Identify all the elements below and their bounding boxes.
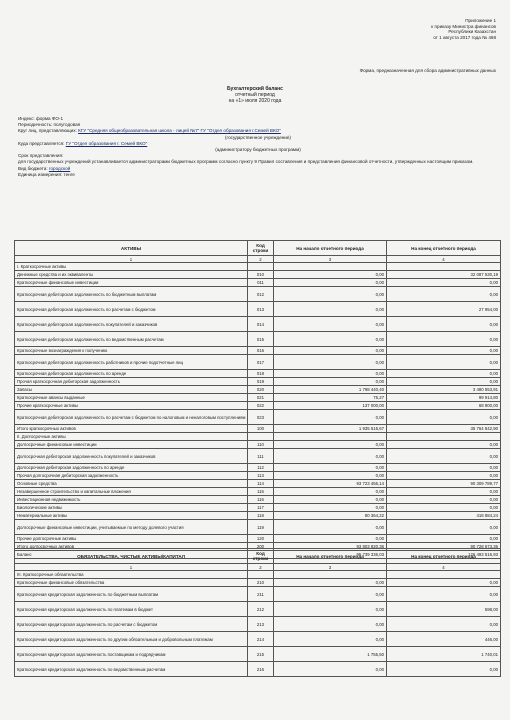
budget-label: Вид бюджета: <box>18 165 48 171</box>
appendix-line: от 1 августа 2017 года № 468 <box>433 34 496 40</box>
row-start-value: 0,00 <box>274 347 387 355</box>
table-row <box>15 347 501 355</box>
row-code: 016 <box>248 347 274 355</box>
row-start-value: 0,00 <box>274 472 387 480</box>
row-end-value: 0,00 <box>387 504 501 512</box>
row-code: 118 <box>248 512 274 520</box>
row-start-value: 0,00 <box>274 488 387 496</box>
row-label: Краткосрочная дебиторская задолженность по расчетам с бюджетом по налоговым и неналоговым поступлениям <box>15 410 248 425</box>
row-end-value: 0,00 <box>387 410 501 425</box>
row-end-value: 35 764 842,90 <box>387 425 501 433</box>
table-row <box>15 386 501 394</box>
row-code: 119 <box>248 520 274 535</box>
row-end-value: 0,00 <box>387 535 501 543</box>
row-label: Краткосрочная кредиторская задолженность по другим обязательным и добровольным платежам <box>15 632 248 647</box>
row-end-value: 3 480 553,91 <box>387 386 501 394</box>
row-code: 021 <box>248 394 274 402</box>
row-label: Итого долгосрочных активов <box>15 543 248 551</box>
row-end-value: 27 954,00 <box>387 302 501 317</box>
table-row <box>15 512 501 520</box>
periodicity-line: Периодичность: полугодовая <box>18 122 81 128</box>
row-start-value: 0,00 <box>274 535 387 543</box>
form-note: Форма, предназначенная для сбора административных данных <box>359 68 496 73</box>
row-label: Краткосрочная дебиторская задолженность по аренде <box>15 370 248 378</box>
column-header: На начало отчетного периода <box>274 241 387 256</box>
table-row <box>15 579 501 587</box>
row-end-value: 90 309 789,77 <box>387 480 501 488</box>
row-code: 014 <box>248 317 274 332</box>
row-code: 100 <box>248 425 274 433</box>
circle-value: КГУ "Средняя общеобразовательная школа - лицей №7" ГУ "Отдел образования г.Семей ВКО" <box>78 128 281 134</box>
table-row <box>15 571 501 579</box>
row-end-value: 32 087 530,19 <box>387 271 501 279</box>
row-code: 022 <box>248 402 274 410</box>
table-row <box>15 370 501 378</box>
row-code: 015 <box>248 332 274 347</box>
row-start-value: 0,00 <box>274 279 387 287</box>
row-label: Краткосрочная кредиторская задолженность по ведомственным расчетам <box>15 662 248 677</box>
deadline-label: Срок представления: <box>18 153 64 159</box>
row-code: 210 <box>248 579 274 587</box>
table-row <box>15 402 501 410</box>
table-row <box>15 449 501 464</box>
table-row <box>15 496 501 504</box>
table-row <box>15 410 501 425</box>
row-code: 214 <box>248 632 274 647</box>
row-start-value: 95 739 336,03 <box>274 551 387 559</box>
row-end-value: 446,00 <box>387 632 501 647</box>
column-header: Код строки <box>248 241 274 256</box>
row-start-value: 0,00 <box>274 378 387 386</box>
table-row <box>15 287 501 302</box>
row-label: Биологические активы <box>15 504 248 512</box>
row-code: 213 <box>248 617 274 632</box>
row-code: 120 <box>248 535 274 543</box>
row-start-value: 1 935 515,67 <box>274 425 387 433</box>
row-code: 116 <box>248 496 274 504</box>
row-end-value: 99 914,80 <box>387 394 501 402</box>
column-header: Код строки <box>248 549 274 564</box>
assets-table-body <box>15 263 501 559</box>
row-label: Незавершенное строительство и капитальные вложения <box>15 488 248 496</box>
row-label: Краткосрочная дебиторская задолженность покупателей и заказчиков <box>15 317 248 332</box>
row-label: Прочая долгосрочная дебиторская задолженность <box>15 472 248 480</box>
row-label: Краткосрочная дебиторская задолженность работников и прочие подотчетные лиц <box>15 355 248 370</box>
assets-index-row <box>15 256 501 263</box>
row-start-value: 93 803 820,36 <box>274 543 387 551</box>
circle-note: (государственное учреждение) <box>225 134 291 140</box>
row-code: 112 <box>248 464 274 472</box>
table-row <box>15 355 501 370</box>
row-end-value: 598,00 <box>387 602 501 617</box>
row-label: Нематериальные активы <box>15 512 248 520</box>
row-label: III. Краткосрочные обязательства <box>15 571 248 579</box>
row-start-value: 0,00 <box>274 441 387 449</box>
row-end-value: 0,00 <box>387 587 501 602</box>
row-label: Краткосрочная дебиторская задолженность по ведомственным расчетам <box>15 332 248 347</box>
index-cell: 3 <box>274 564 387 571</box>
index-cell: 2 <box>248 256 274 263</box>
row-label: Краткосрочная дебиторская задолженность по расчетам с бюджетом <box>15 302 248 317</box>
row-code: 111 <box>248 449 274 464</box>
row-code: 010 <box>248 271 274 279</box>
budget-value: городской <box>48 165 71 171</box>
row-code: 113 <box>248 472 274 480</box>
row-code: 215 <box>248 647 274 662</box>
table-row <box>15 425 501 433</box>
row-label: Прочие краткосрочные активы <box>15 402 248 410</box>
row-code: 023 <box>248 410 274 425</box>
row-end-value: 126 493 516,93 <box>387 551 501 559</box>
unit-line: Единица измерения: тенге <box>18 171 75 177</box>
row-end-value: 0,00 <box>387 496 501 504</box>
row-label: Краткосрочная кредиторская задолженность поставщикам и подрядчикам <box>15 647 248 662</box>
table-row <box>15 662 501 677</box>
row-start-value: 0,00 <box>274 302 387 317</box>
row-end-value: 0,00 <box>387 279 501 287</box>
row-label: Краткосрочная кредиторская задолженность по бюджетным выплатам <box>15 587 248 602</box>
row-end-value: 0,00 <box>387 347 501 355</box>
liabilities-table-body <box>15 571 501 677</box>
row-start-value: 0,00 <box>274 602 387 617</box>
row-code <box>248 433 274 441</box>
row-end-value: 0,00 <box>387 370 501 378</box>
row-start-value: 1 798 440,40 <box>274 386 387 394</box>
row-start-value: 0,00 <box>274 332 387 347</box>
row-code: 012 <box>248 287 274 302</box>
row-end-value: 0,00 <box>387 441 501 449</box>
row-end-value: 0,00 <box>387 355 501 370</box>
row-end-value: 0,00 <box>387 317 501 332</box>
index-line: Индекс: форма ФО-1 <box>18 116 64 121</box>
appendix-line: Приложение 1 <box>465 18 496 23</box>
appendix-header <box>431 18 496 40</box>
row-end-value: 1 740,01 <box>387 647 501 662</box>
row-label: Краткосрочные финансовые инвестиции <box>15 279 248 287</box>
table-row <box>15 317 501 332</box>
row-label: I. Краткосрочные активы <box>15 263 248 271</box>
row-start-value <box>274 571 387 579</box>
form-metadata <box>18 116 498 178</box>
row-code <box>248 571 274 579</box>
period-label: отчетный период <box>235 92 275 98</box>
liabilities-index-row <box>15 564 501 571</box>
row-start-value: 0,00 <box>274 662 387 677</box>
row-start-value <box>274 433 387 441</box>
row-start-value: 0,00 <box>274 271 387 279</box>
row-end-value <box>387 571 501 579</box>
row-start-value: 0,00 <box>274 370 387 378</box>
table-row <box>15 504 501 512</box>
document-title: Бухгалтерский баланс <box>227 86 283 92</box>
table-row <box>15 302 501 317</box>
row-label: Краткосрочная дебиторская задолженность по бюджетным выплатам <box>15 287 248 302</box>
row-code <box>248 263 274 271</box>
row-start-value: 0,00 <box>274 496 387 504</box>
table-row <box>15 520 501 535</box>
liabilities-header-row <box>15 549 501 564</box>
deadline-text: для государственных учреждений устанавливается администраторами бюджетных программ согласно пункту 9 Правил составления и представления финансовой отчетности, утвержденных настоящим приказом. <box>18 159 474 165</box>
row-code: 110 <box>248 441 274 449</box>
row-code: 114 <box>248 480 274 488</box>
table-row <box>15 441 501 449</box>
row-start-value: 137 000,00 <box>274 402 387 410</box>
row-code: 200 <box>248 543 274 551</box>
row-end-value: 0,00 <box>387 488 501 496</box>
row-label: Краткосрочные вознаграждения к получению <box>15 347 248 355</box>
where-note: (администратору бюджетных программ) <box>215 147 301 153</box>
row-code: 115 <box>248 488 274 496</box>
row-end-value: 0,00 <box>387 449 501 464</box>
row-end-value: 0,00 <box>387 332 501 347</box>
row-label: Инвестиционная недвижимость <box>15 496 248 504</box>
row-end-value <box>387 263 501 271</box>
appendix-line: к приказу Министра финансов <box>431 23 496 29</box>
row-label: Запасы <box>15 386 248 394</box>
row-start-value: 0,00 <box>274 632 387 647</box>
table-row <box>15 617 501 632</box>
where-label: Куда представляется: <box>18 140 65 146</box>
row-start-value <box>274 263 387 271</box>
assets-table <box>14 240 501 559</box>
row-label: Долгосрочные финансовые инвестиции <box>15 441 248 449</box>
row-code: 216 <box>248 662 274 677</box>
table-row <box>15 587 501 602</box>
row-start-value: 0,00 <box>274 464 387 472</box>
row-start-value: 0,00 <box>274 355 387 370</box>
column-header: На конец отчетного периода <box>387 549 501 564</box>
appendix-line: Республики Казахстан <box>448 29 496 35</box>
row-end-value: 0,00 <box>387 287 501 302</box>
index-cell: 4 <box>387 256 501 263</box>
table-row <box>15 378 501 386</box>
row-start-value: 0,00 <box>274 520 387 535</box>
document-title-block <box>0 86 510 104</box>
column-header: ОБЯЗАТЕЛЬСТВА, ЧИСТЫЕ АКТИВЫ/КАПИТАЛ <box>15 549 248 564</box>
table-row <box>15 632 501 647</box>
row-label: Прочие долгосрочные активы <box>15 535 248 543</box>
row-end-value: 68 900,00 <box>387 402 501 410</box>
row-code: 013 <box>248 302 274 317</box>
row-label: Краткосрочные финансовые обязательства <box>15 579 248 587</box>
table-row <box>15 535 501 543</box>
row-code: 018 <box>248 370 274 378</box>
row-label: Краткосрочные авансы выданные <box>15 394 248 402</box>
row-label: Долгосрочная дебиторская задолженность покупателей и заказчиков <box>15 449 248 464</box>
index-cell: 1 <box>15 256 248 263</box>
row-start-value: 80 364,22 <box>274 512 387 520</box>
table-row <box>15 433 501 441</box>
column-header: На начало отчетного периода <box>274 549 387 564</box>
row-label: II. Долгосрочные активы <box>15 433 248 441</box>
table-row <box>15 480 501 488</box>
row-code: 117 <box>248 504 274 512</box>
column-header: АКТИВЫ <box>15 241 248 256</box>
table-row <box>15 488 501 496</box>
table-row <box>15 271 501 279</box>
row-start-value: 0,00 <box>274 587 387 602</box>
row-label: Баланс <box>15 551 248 559</box>
liabilities-table <box>14 548 501 677</box>
row-end-value: 0,00 <box>387 464 501 472</box>
row-code: 011 <box>248 279 274 287</box>
period-date: на «1» июля 2020 года <box>228 98 282 104</box>
row-end-value: 0,00 <box>387 378 501 386</box>
row-end-value: 418 884,24 <box>387 512 501 520</box>
row-code: 212 <box>248 602 274 617</box>
index-cell: 2 <box>248 564 274 571</box>
where-value: ГУ "Отдел образования г. Семей ВКО" <box>65 140 148 146</box>
row-label: Краткосрочная кредиторская задолженность по расчетам с бюджетом <box>15 617 248 632</box>
table-row <box>15 472 501 480</box>
row-code: 017 <box>248 355 274 370</box>
row-start-value: 0,00 <box>274 287 387 302</box>
table-row <box>15 263 501 271</box>
row-start-value: 0,00 <box>274 317 387 332</box>
table-row <box>15 464 501 472</box>
row-start-value: 0,00 <box>274 579 387 587</box>
row-start-value: 0,00 <box>274 504 387 512</box>
row-label: Краткосрочная кредиторская задолженность по платежам в бюджет <box>15 602 248 617</box>
row-code: 211 <box>248 587 274 602</box>
row-code: 020 <box>248 386 274 394</box>
table-row <box>15 332 501 347</box>
table-row <box>15 647 501 662</box>
row-label: Итого краткосрочных активов <box>15 425 248 433</box>
table-row <box>15 279 501 287</box>
row-end-value: 0,00 <box>387 662 501 677</box>
index-cell: 3 <box>274 256 387 263</box>
assets-header-row <box>15 241 501 256</box>
table-row <box>15 602 501 617</box>
circle-label: Круг лиц, представляющих: <box>18 128 77 134</box>
row-end-value: 0,00 <box>387 579 501 587</box>
row-end-value: 0,00 <box>387 520 501 535</box>
index-cell: 1 <box>15 564 248 571</box>
row-code: 019 <box>248 378 274 386</box>
row-label: Прочая краткосрочная дебиторская задолженность <box>15 378 248 386</box>
row-start-value: 1 755,50 <box>274 647 387 662</box>
row-end-value: 0,00 <box>387 472 501 480</box>
row-start-value: 0,00 <box>274 449 387 464</box>
index-cell: 4 <box>387 564 501 571</box>
row-end-value: 90 728 673,36 <box>387 543 501 551</box>
row-label: Денежные средства и их эквиваленты <box>15 271 248 279</box>
row-start-value: 0,00 <box>274 617 387 632</box>
row-label: Долгосрочные финансовые инвестиции, учитываемые по методу долевого участия <box>15 520 248 535</box>
table-row <box>15 394 501 402</box>
column-header: На конец отчетного периода <box>387 241 501 256</box>
row-start-value: 93 723 456,14 <box>274 480 387 488</box>
row-label: Долгосрочная дебиторская задолженность по аренде <box>15 464 248 472</box>
row-label: Основные средства <box>15 480 248 488</box>
row-start-value: 0,00 <box>274 410 387 425</box>
row-start-value: 75,27 <box>274 394 387 402</box>
row-end-value: 0,00 <box>387 617 501 632</box>
row-end-value <box>387 433 501 441</box>
